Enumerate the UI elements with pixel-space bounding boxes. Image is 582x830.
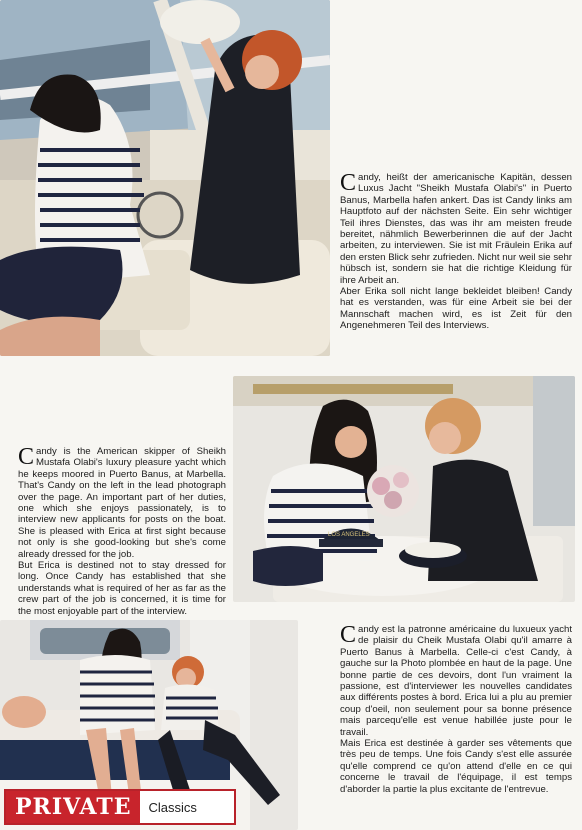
french-paragraph-1: andy est la patronne américaine du luxueux yacht de plaisir du Cheik Mustafa Olabi qu'il amarre à Puerto Banus à Marbella. Celle-ci c'est Candy, à gauche sur la Photo plombée en haut de la page. Une bonne partie de ces devoirs, dont l'un vraiment la passione, est d'interviewer les nouvelles candidates aux différents postes à bord. Erica lui a plu au premier coup d'oeil, non seulement pour sa bonne présence mais parcequ'elle est venue habillée juste pour le travail. bbox=[340, 624, 572, 738]
french-paragraph-2: Mais Erica est destinée à garder ses vêtements que très peu de temps. Une fois Candy s'est elle assurée qu'elle comprend ce qu'on attend d'elle en ce qui concerne le travail de l'équipage, il est temps d'aborder la partie la plus excitante de l'entrevue. bbox=[340, 738, 572, 795]
photo-cockpit-image bbox=[0, 0, 330, 356]
photo-table-image bbox=[233, 376, 575, 602]
private-classics-logo bbox=[4, 789, 236, 825]
article-english bbox=[18, 446, 226, 617]
cap-lettering: LOS ANGELES bbox=[328, 532, 370, 538]
logo-brand: PRIVATE bbox=[6, 791, 140, 823]
logo-subtitle: Classics bbox=[148, 799, 197, 815]
english-paragraph-1: andy is the American skipper of Sheikh Mustafa Olabi's luxury pleasure yacht which he keeps moored in Puerto Banus, at Marbella. That's Candy on the left in the lead photograph over the page. An important part of her duties, one which she enjoys passionately, is to interview new applicants for posts on the boat. She is pleased with Erica at first sight because not only is she good-looking but she's come already dressed for the job. bbox=[18, 446, 226, 560]
article-german bbox=[340, 172, 572, 332]
article-french bbox=[340, 624, 572, 795]
dropcap-german: C bbox=[340, 170, 357, 196]
photo-cockpit bbox=[0, 0, 330, 356]
german-paragraph-1: andy, heißt der americanische Kapitän, dessen Luxus Jacht "Sheikh Mustafa Olabi's" in Puerto Banus, Marbella hafen ankert. Das ist Candy links am Hauptfoto auf der nächsten Seite. Ein sehr wichtiger Teil ihres Dienstes, das was ihr am meisten freude bereitet, nähmlich Bewerberinnen die auf der Jacht arbeiten, zu interviewen. Sie ist mit Fräulein Erika auf den ersten Blick sehr zufrieden. Nicht nur weil sie sehr hübsch ist, sondern sie hat die richtige Kleidung für ihre Arbeit an. bbox=[340, 172, 572, 286]
english-paragraph-2: But Erica is destined not to stay dressed for long. Once Candy has established that she understands what is required of her as far as the crew part of the job is concerned, it is time for the most enjoyable part of the interview. bbox=[18, 560, 226, 617]
dropcap-english: C bbox=[18, 444, 35, 470]
german-paragraph-2: Aber Erika soll nicht lange bekleidet bleiben! Candy hat es verstanden, was für eine Arbeit sie bei der Mannschaft machen wird, es ist Zeit für den Angenehmeren Teil des Interviews. bbox=[340, 286, 572, 332]
dropcap-french: C bbox=[340, 622, 357, 648]
photo-table bbox=[233, 376, 575, 602]
